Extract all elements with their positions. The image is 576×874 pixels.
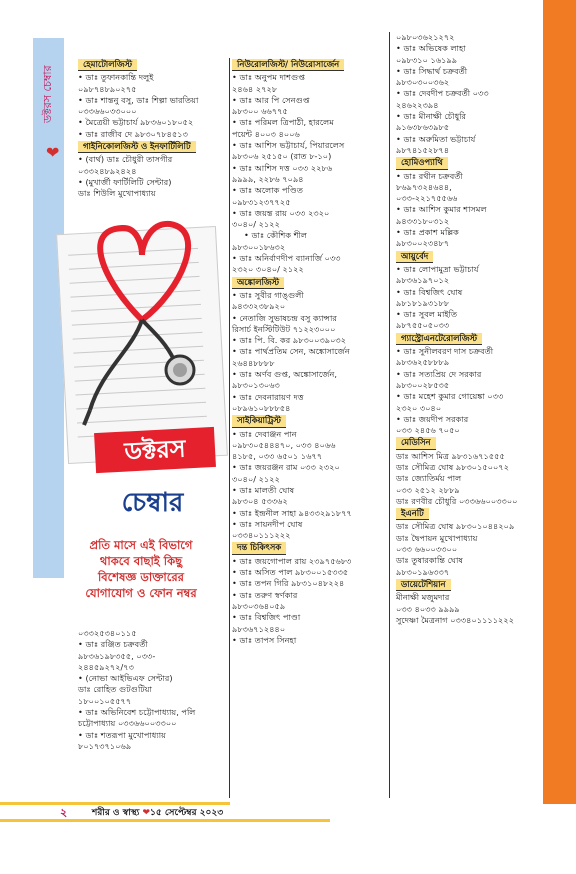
entry-line: ০৩৩ ২৪৫৬ ৭০৫০ bbox=[396, 425, 460, 436]
section-heading: মেডিসিন bbox=[396, 437, 436, 449]
doctor-entry: • ডাঃ শতরূপা মুখোপাধ্যায় bbox=[78, 730, 228, 741]
doctor-entry: • ডাঃ কৌশিক শীল bbox=[232, 230, 384, 241]
doctor-entry: • ডাঃ অলোক পণ্ডিত bbox=[232, 185, 384, 196]
doctor-entry: • ডাঃ অনুপম দাশগুপ্ত bbox=[232, 72, 384, 83]
entry-line: সুদেষ্ণা মৈত্রনাগ ০৩৩৪০১১১১২২২ bbox=[396, 614, 515, 625]
doctor-entry: • (মুখার্জী ফার্টিলিটি সেন্টার) bbox=[78, 177, 228, 188]
doctor-entry: • ডাঃ জয়গোপাল রায় ২৩৯৭৫৬৮৩ bbox=[232, 556, 384, 567]
entry-line: ডাঃ আশিস মিত্র ৯৮৩১৬৭১৫৫৫ bbox=[396, 450, 505, 461]
entry-line: ০৩৩-২২১৭৫৫৬৬ bbox=[396, 193, 458, 204]
footer-magazine: শরীর ও স্বাস্থ্য bbox=[92, 808, 140, 818]
entry-line: ৯৮৭৪১৫২৮৭৪ bbox=[396, 144, 450, 155]
heart-icon: ❤ bbox=[46, 143, 60, 162]
entry-line: ৯৮৩৬১৯৭০১২ bbox=[396, 275, 450, 286]
entry-line: ০৩৩২৪৮৯২৪২৪ bbox=[78, 165, 137, 176]
doctor-entry: • ডাঃ অসিত পাল ৯৮৩০০১৫৩৩৫ bbox=[232, 567, 384, 578]
doctor-entry: • (বার্থ) ডাঃ চৌধুরী তাসগীর bbox=[78, 154, 228, 165]
doctor-entry: • ডাঃ সত্যপ্রিয় দে সরকার bbox=[396, 369, 538, 380]
doctor-entry: • ডাঃ অরুমিতা ভট্টাচার্য bbox=[396, 134, 538, 145]
column-1 bbox=[78, 58, 228, 200]
doctor-entry: • ডাঃ প্রকাশ মল্লিক bbox=[396, 227, 538, 238]
doctor-entry: • ডাঃ লোপামুদ্রা ভট্টাচার্য bbox=[396, 264, 538, 275]
doctor-entry: • ডাঃ মালতী ঘোষ bbox=[232, 485, 384, 496]
doctor-entry: • ডাঃ মহেশ কুমার গোয়েঙ্কা ০৩৩ bbox=[396, 391, 538, 402]
entry-line: ৯৮৭৫৫০৫০৩৩ bbox=[396, 320, 450, 331]
orange-side-stripe bbox=[543, 0, 576, 804]
entry-line: ৯৮৩০৬ ২৫১৫০ (রাত ৮-১০) bbox=[232, 151, 332, 162]
doctor-entry: • ডাঃ বিশ্বজিৎ পাণ্ডা bbox=[232, 612, 384, 623]
entry-line: ০৩৩২৫৩৪০১১৫ bbox=[78, 628, 137, 638]
section-heading: গ্যাস্ট্রোএনটেরোলজিস্ট bbox=[396, 333, 482, 345]
footer-text bbox=[92, 805, 223, 820]
column-divider bbox=[389, 32, 390, 798]
doctor-entry: • ডাঃ অভিনিবেশ চট্টোপাধ্যায়, পলি bbox=[78, 707, 228, 718]
tagline bbox=[66, 537, 216, 601]
entry-line: ডাঃ সৌমিত্র ঘোষ ৯৮৩০১০৪৪২০৯ bbox=[396, 521, 515, 532]
tagline-line: থাকবে বাছাই কিছু bbox=[99, 554, 183, 568]
entry-line: ০৩৩৬৬০৩৩০০০ bbox=[78, 106, 137, 117]
footer bbox=[0, 804, 576, 821]
column-1-continued bbox=[78, 628, 228, 752]
doctor-entry: • ডাঃ তাপস সিনহা bbox=[232, 635, 384, 646]
doctor-entry: • ডাঃ রথীন চক্রবর্তী bbox=[396, 171, 538, 182]
doctor-entry: • ডাঃ আশিস কুমার শাসমল bbox=[396, 204, 538, 215]
entry-line: ০৩৩ ৬৬০০৩৩০০ bbox=[396, 544, 458, 555]
entry-line: ১৮০০১০৫৫৭৭ bbox=[78, 695, 132, 706]
doctor-entry: • ডাঃ পরিমল ত্রিপাঠী, হারলেম bbox=[232, 117, 384, 128]
entry-line: ডাঃ জ্যোতির্ময় পাল bbox=[396, 473, 462, 484]
entry-line: ৯৪৩৩১৮০৩১২ bbox=[396, 215, 450, 226]
doctor-entry: • ডাঃ বিশ্বজিৎ ঘোষ bbox=[396, 287, 538, 298]
entry-line: ৩০৪০/ ২১২২ bbox=[232, 473, 280, 484]
footer-date: ১৫ সেপ্টেম্বর ২০২৩ bbox=[150, 808, 224, 818]
doctor-entry: • (নোভা আইভিএফ সেন্টার) bbox=[78, 673, 228, 684]
section-heading: হেমাটোলজিস্ট bbox=[78, 59, 137, 71]
entry-line: ০৯৮৭৪৮৯০২৭৫ bbox=[78, 83, 137, 94]
doctor-entry: • ডাঃ রাজীব দে ৯৮৩০৭৮৪৫১৩ bbox=[78, 129, 228, 140]
entry-line: ৯৮৩০১৯৬৩৩৭ bbox=[396, 566, 450, 577]
section-heading: সাইকিয়াট্রিস্ট bbox=[232, 415, 286, 427]
entry-line: ০৩৩ ৪০৩৩ ৯৯৯৯ bbox=[396, 603, 460, 614]
entry-line: ৯৮৩০০২৩৪৮৭ bbox=[396, 238, 450, 249]
entry-line: ৮০১৭৩৭১০৬৯ bbox=[78, 740, 132, 751]
doctor-entry: • ডাঃ দেবনারায়ণ দত্ত bbox=[232, 392, 384, 403]
magazine-subtitle: চেম্বার bbox=[121, 488, 184, 518]
section-heading: ইএনটি bbox=[396, 508, 429, 520]
entry-line: ৩০৪০/ ২১২২ bbox=[232, 219, 280, 230]
entry-line: ০৩৩৪০১১১২২২ bbox=[232, 530, 291, 541]
section-heading: ডায়েটেশিয়ান bbox=[396, 579, 451, 591]
entry-line: ডাঃ সৌমিত্র ঘোষ ৯৮৩০১৫০০৭২ bbox=[396, 461, 510, 472]
section-heading: গাইনিকোলজিস্ট ও ইনফার্টিলিটি bbox=[78, 141, 196, 153]
doctor-entry: • ডাঃ সুনীলবরণ দাস চক্রবর্তী bbox=[396, 346, 538, 357]
entry-line: চট্টোপাধ্যায় ০৩৩৬৬০০৩৩০০ bbox=[78, 718, 177, 729]
entry-line: ৯৮৩০০ ৬৬৭৭৫ bbox=[232, 106, 288, 117]
section-heading: হোমিওপ্যাথি bbox=[396, 157, 448, 169]
entry-line: ডাঃ রোহিত গুটগুটিয়া bbox=[78, 684, 152, 695]
entry-line: ৯৪৩৩২৩৮৯২০ bbox=[232, 301, 286, 312]
tagline-line: বিশেষজ্ঞ ডাক্তারের bbox=[97, 570, 185, 584]
entry-line: ডাঃ তুষারকান্তি ঘোষ bbox=[396, 555, 463, 566]
doctor-entry: • ডাঃ দেবদীপ চক্রবর্তী ০৩৩ bbox=[396, 88, 538, 99]
column-divider bbox=[229, 58, 230, 798]
entry-line: ০৯৮৩০৫৪৪৪৭০, ০৩৩ ৪০৬৬ bbox=[232, 439, 336, 450]
doctor-entry: • ডাঃ আশিস দত্ত ০৩৩ ২২৮৬ bbox=[232, 163, 384, 174]
doctor-entry: • ডাঃ তরুণ স্বর্ণকার bbox=[232, 590, 384, 601]
heart-icon: ❤ bbox=[142, 808, 151, 818]
doctor-entry: • ডাঃ জয়দীপ সরকার bbox=[396, 414, 538, 425]
entry-line: ৯৮৩০৪ ৫৩৩৬২ bbox=[232, 496, 288, 507]
doctor-entry: • ডাঃ তপন গিরি ৯৮৩১০৪৮২২৪ bbox=[232, 578, 384, 589]
doctor-entry: • ডাঃ জয়ন্ত রায় ০৩৩ ২৩২০ bbox=[232, 208, 384, 219]
entry-line: ৯৮৩৬২৫৮৮৮৯ bbox=[396, 357, 450, 368]
entry-line: ০৯৮৩১০ ১৬১৯৯ bbox=[396, 54, 458, 65]
section-heading: আয়ুর্বেদ bbox=[396, 251, 433, 263]
entry-line: ৯৮৩০০২৮৫৩৫ bbox=[396, 379, 450, 390]
doctor-entry: • ডাঃ শান্তনু বসু, ডাঃ শিল্পা ভারতিয়া bbox=[78, 95, 228, 106]
page-number: ২ bbox=[60, 806, 68, 819]
entry-line: ৯৮৩০১৩০৬৩ bbox=[232, 380, 280, 391]
entry-line: ডাঃ রণবীর চৌধুরি ০৩৩৬৬০০৩৩০০ bbox=[396, 495, 518, 506]
entry-line: ২৩২০ ৩০৪০ bbox=[396, 402, 442, 413]
column-3 bbox=[396, 32, 538, 626]
column-2 bbox=[232, 58, 384, 646]
doctor-entry: • ডাঃ ইন্দ্রনীল সাহা ৯৪৩৩২৯১৮৭৭ bbox=[232, 508, 384, 519]
doctor-entry: • ডাঃ আশিস ভট্টাচার্য, পিয়ারলেস bbox=[232, 140, 384, 151]
entry-line: ৯৮৩০৩৬৪০৫৯ bbox=[232, 600, 286, 611]
doctor-entry: • ডাঃ অর্ণব গুপ্ত, অঙ্কোসার্জেন, bbox=[232, 369, 384, 380]
entry-line: ২৪৬২২৩৯৪ bbox=[396, 99, 439, 110]
entry-line: ০৯৮৩১২৩৭৭২৫ bbox=[232, 196, 291, 207]
doctor-entry: • ডাঃ তুফানকান্তি দলুই bbox=[78, 72, 228, 83]
entry-line: ০৮৯৬১০৮৮৮৫৪ bbox=[232, 402, 291, 413]
magazine-title: ডক্টরস bbox=[123, 433, 187, 466]
section-side-label: ডক্টরস চেম্বার bbox=[41, 65, 54, 123]
entry-line: ডাঃ শিউলি মুখোপাধ্যায় bbox=[78, 188, 156, 199]
entry-line: ০৯৮০৩৬২১২৭২ bbox=[396, 32, 455, 42]
entry-line: রিসার্চ ইনস্টিটিউট ৭১২২৩০০০ bbox=[232, 323, 336, 334]
entry-line: ২৩২০ ৩০৪০/ ২১২২ bbox=[232, 264, 304, 275]
doctor-entry: • ডাঃ মীনাক্ষী চৌধুরি bbox=[396, 111, 538, 122]
doctor-entry: • ডাঃ অভিষেক লাহা bbox=[396, 43, 538, 54]
section-heading: অঙ্কোলজিস্ট bbox=[232, 277, 284, 289]
entry-line: ৮৬৯৭৩২৪৬৪৪, bbox=[396, 181, 452, 192]
entry-line: ডাঃ দ্বৈপায়ন মুখোপাধ্যায় bbox=[396, 532, 478, 543]
doctor-entry: • ডাঃ দেবাঞ্জন পান bbox=[232, 429, 384, 440]
doctor-entry: • ডাঃ সায়নদীপ ঘোষ bbox=[232, 519, 384, 530]
doctor-entry: • ডাঃ সুবল মাইতি bbox=[396, 309, 538, 320]
doctor-entry: • নেতাজি সুভাষচন্দ্র বসু ক্যান্সার bbox=[232, 313, 384, 324]
doctor-entry: • ডাঃ সুবীর গাঙ্গুলী bbox=[232, 290, 384, 301]
entry-line: ৯৮৩৬১৯৮৩৫৫, ০৩৩- bbox=[78, 650, 156, 661]
entry-line: পয়েন্ট ৪০০৩ ৪০০৬ bbox=[232, 128, 300, 139]
section-heading: দন্ত চিকিৎসক bbox=[232, 542, 286, 554]
doctor-entry: • ডাঃ অনির্বাণদীপ ব্যানার্জি ০৩৩ bbox=[232, 253, 384, 264]
magazine-title-box bbox=[94, 427, 216, 473]
entry-line: ৯৮৩০৩০০৩৬২ bbox=[396, 77, 450, 88]
entry-line: মীনাক্ষী মজুমদার bbox=[396, 592, 450, 603]
doctor-entry: • ডাঃ পি. বি. কর ৯৮৩০০৩৯০৩২ bbox=[232, 335, 384, 346]
doctor-entry: • ডাঃ রঞ্জিত চক্রবর্তী bbox=[78, 639, 228, 650]
tagline-line: যোগাযোগ ও ফোন নম্বর bbox=[85, 586, 197, 600]
entry-line: ২৪৪৫৯২৭২/৭৩ bbox=[78, 661, 134, 672]
section-heading: নিউরোলজিস্ট/ নিউরোসার্জেন bbox=[232, 59, 344, 71]
entry-line: ৯৮১৮১৯৩১৮৮ bbox=[396, 297, 450, 308]
doctor-entry: • ডাঃ আর পি সেনগুপ্ত bbox=[232, 95, 384, 106]
entry-line: ৯১৬৩৮৬৩৯৮৫ bbox=[396, 122, 450, 133]
entry-line: ৪১৮৫, ০৩৩ ৬৫০১ ১৬৭৭ bbox=[232, 451, 323, 462]
entry-line: ৯৯৯৯, ২২৮৬ ৭০৯৪ bbox=[232, 173, 304, 184]
doctor-entry: • মৈত্রেয়ী ভট্টাচার্য ৯৮৩৬০১৮০৫২ bbox=[78, 117, 228, 128]
entry-line: ২৪৬৪ ২৭২৮ bbox=[232, 83, 278, 94]
tagline-line: প্রতি মাসে এই বিভাগে bbox=[89, 538, 193, 552]
entry-line: ০৩৩ ২৫১২ ২৮৮৯ bbox=[396, 484, 460, 495]
doctor-entry: • ডাঃ জয়রঞ্জন রাম ০৩৩ ২৩২০ bbox=[232, 462, 384, 473]
doctor-entry: • ডাঃ পার্থপ্রতিম সেন, অঙ্কোসার্জেন bbox=[232, 346, 384, 357]
entry-line: ৯৮৩৬৭১২৪৪০ bbox=[232, 623, 286, 634]
doctor-entry: • ডাঃ সিদ্ধার্থ চক্রবর্তী bbox=[396, 66, 538, 77]
entry-line: ৯৮৩০০১৮৬৩২ bbox=[232, 241, 286, 252]
entry-line: ২৬৪৪৮৮৮৮ bbox=[232, 357, 275, 368]
